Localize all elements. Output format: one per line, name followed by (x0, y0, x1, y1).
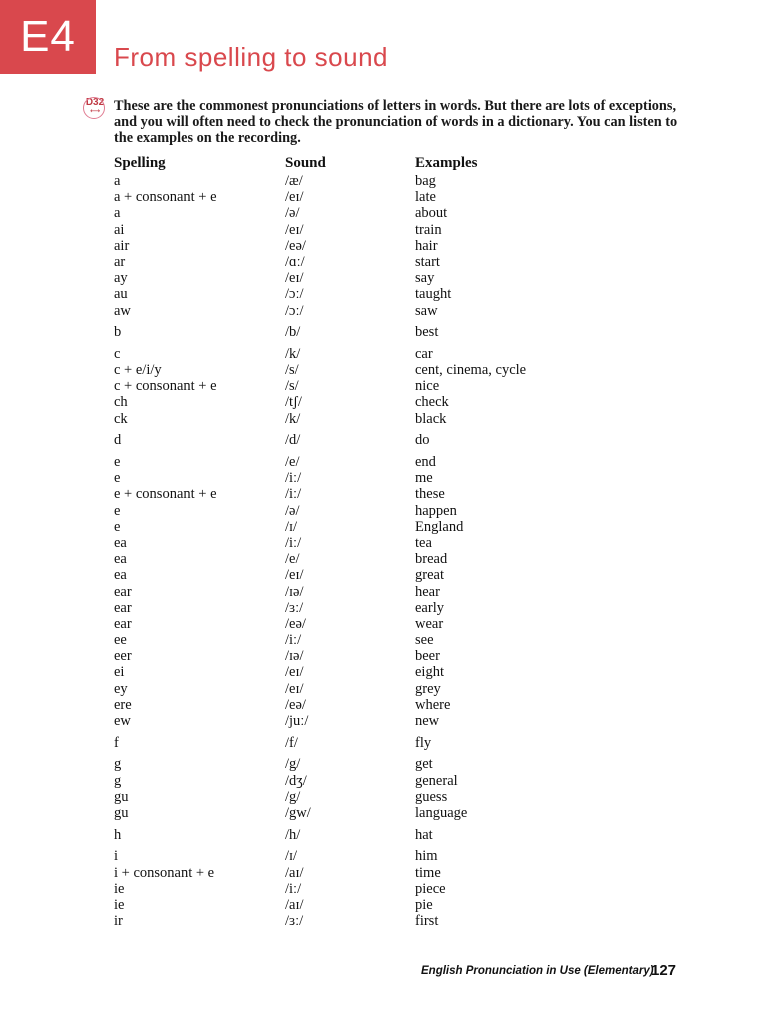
spelling-cell: e + consonant + e (114, 486, 217, 503)
example-cell: black (415, 410, 447, 427)
example-cell: these (415, 486, 445, 503)
sound-cell: /eə/ (285, 615, 306, 632)
spelling-cell: ar (114, 253, 126, 270)
sound-cell: /k/ (285, 410, 301, 427)
spelling-cell: eer (114, 648, 132, 665)
sound-cell: /ɑː/ (285, 253, 305, 270)
sound-cell: /f/ (285, 734, 298, 751)
spelling-cell: ear (114, 583, 132, 600)
example-cell: bag (415, 173, 436, 189)
example-cell: tea (415, 534, 432, 551)
spelling-cell: ere (114, 696, 132, 713)
table-row (0, 789, 768, 805)
sound-cell: /iː/ (285, 632, 302, 649)
example-cell: see (415, 632, 434, 649)
example-cell: pie (415, 896, 433, 913)
example-cell: piece (415, 880, 446, 897)
sound-cell: /e/ (285, 454, 300, 470)
example-cell: start (415, 253, 440, 270)
table-row (0, 616, 768, 632)
example-cell: hair (415, 237, 438, 254)
table-row (0, 535, 768, 551)
example-cell: car (415, 345, 433, 362)
table-row (0, 394, 768, 410)
sound-cell: /e/ (285, 551, 300, 568)
example-cell: me (415, 470, 433, 487)
header-spelling: Spelling (114, 155, 166, 171)
spelling-cell: e (114, 518, 121, 535)
spelling-cell: ay (114, 270, 128, 287)
example-cell: bread (415, 551, 448, 568)
example-cell: cent, cinema, cycle (415, 362, 527, 379)
sound-cell: /æ/ (285, 173, 303, 189)
table-row (0, 238, 768, 254)
spelling-cell: i + consonant + e (114, 864, 215, 881)
spelling-cell: g (114, 772, 122, 789)
sound-cell: /g/ (285, 756, 301, 773)
spelling-cell: ch (114, 394, 128, 411)
sound-cell: /ɔː/ (285, 302, 304, 319)
sound-cell: /eə/ (285, 696, 306, 713)
spelling-cell: ew (114, 713, 131, 729)
table-row (0, 913, 768, 929)
sound-cell: /ɪə/ (285, 583, 304, 600)
sound-cell: /ɔː/ (285, 286, 304, 303)
table-row (0, 756, 768, 772)
example-cell: eight (415, 664, 444, 681)
example-cell: saw (415, 302, 438, 319)
sound-cell: /h/ (285, 826, 301, 843)
table-row (0, 303, 768, 319)
spelling-cell: i (114, 848, 119, 865)
sound-cell: /s/ (285, 378, 299, 395)
example-cell: end (415, 454, 436, 470)
example-cell: beer (415, 648, 440, 665)
spelling-cell: d (114, 432, 122, 449)
table-row (0, 346, 768, 362)
example-cell: hat (415, 826, 433, 843)
table-row (0, 432, 768, 448)
spelling-cell: ir (114, 913, 123, 930)
example-cell: England (415, 518, 464, 535)
sound-cell: /k/ (285, 345, 301, 362)
example-cell: grey (415, 680, 441, 697)
example-cell: guess (415, 788, 448, 805)
example-cell: great (415, 567, 444, 584)
sound-cell: /eɪ/ (285, 270, 304, 287)
header-examples: Examples (415, 155, 478, 171)
spelling-cell: c (114, 345, 121, 362)
spelling-cell: ai (114, 221, 125, 238)
track-code: D32 (85, 97, 105, 108)
table-row (0, 881, 768, 897)
table-row (0, 735, 768, 751)
spelling-cell: ck (114, 410, 128, 427)
table-row (0, 551, 768, 567)
cd-track-marker (80, 97, 110, 121)
example-cell: him (415, 848, 438, 865)
table-row (0, 584, 768, 600)
example-cell: check (415, 394, 449, 411)
table-row (0, 865, 768, 881)
sound-cell: /iː/ (285, 880, 302, 897)
intro-paragraph: These are the commonest pronunciations of letters in words. But there are lots of exceptions, and you will often need to check the pronunciation of words in a dictionary. You can listen to the examples on the recording. (114, 98, 678, 146)
example-cell: happen (415, 502, 457, 519)
sound-cell: /juː/ (285, 713, 309, 729)
example-cell: taught (415, 286, 452, 303)
sound-cell: /eɪ/ (285, 680, 304, 697)
spelling-cell: aw (114, 302, 131, 319)
table-row (0, 632, 768, 648)
table-row (0, 205, 768, 221)
sound-cell: /ɪə/ (285, 648, 304, 665)
spelling-cell: h (114, 826, 122, 843)
page-number: 127 (651, 962, 677, 979)
cd-icon (83, 97, 105, 119)
page-title: From spelling to sound (114, 42, 389, 72)
sound-cell: /eɪ/ (285, 567, 304, 584)
example-cell: language (415, 804, 468, 821)
table-row (0, 897, 768, 913)
spelling-cell: e (114, 454, 121, 470)
example-cell: general (415, 772, 458, 789)
table-row (0, 324, 768, 340)
sound-cell: /ɪ/ (285, 848, 298, 865)
example-cell: fly (415, 734, 432, 751)
spelling-cell: e (114, 470, 121, 487)
table-row (0, 222, 768, 238)
example-cell: wear (415, 615, 444, 632)
sound-cell: /b/ (285, 324, 301, 341)
table-row (0, 378, 768, 394)
example-cell: late (415, 189, 436, 206)
sound-cell: /aɪ/ (285, 864, 304, 881)
example-cell: time (415, 864, 441, 881)
table-row (0, 773, 768, 789)
spelling-cell: c + e/i/y (114, 362, 162, 379)
table-row (0, 805, 768, 821)
table-row (0, 286, 768, 302)
example-cell: get (415, 756, 433, 773)
table-row (0, 411, 768, 427)
example-cell: new (415, 713, 440, 729)
table-row (0, 486, 768, 502)
table-row (0, 648, 768, 664)
table-row (0, 189, 768, 205)
spelling-cell: ie (114, 880, 125, 897)
sound-cell: /ɜː/ (285, 599, 304, 616)
table-row (0, 270, 768, 286)
spelling-cell: ey (114, 680, 128, 697)
book-title: English Pronunciation in Use (Elementary) (421, 965, 654, 977)
unit-badge: E4 (0, 0, 96, 74)
spelling-cell: gu (114, 804, 129, 821)
header-sound: Sound (285, 155, 326, 171)
example-cell: where (415, 696, 451, 713)
spelling-cell: ea (114, 567, 127, 584)
spelling-cell: ear (114, 615, 132, 632)
example-cell: about (415, 205, 448, 222)
table-row (0, 470, 768, 486)
spelling-cell: ei (114, 664, 125, 681)
table-row (0, 567, 768, 583)
example-cell: first (415, 913, 439, 930)
sound-cell: /eɪ/ (285, 664, 304, 681)
cd-symbol: ⟷ (89, 108, 101, 115)
sound-cell: /ə/ (285, 502, 300, 519)
spelling-cell: f (114, 734, 119, 751)
spelling-table (0, 173, 768, 929)
table-row (0, 503, 768, 519)
spelling-cell: a (114, 173, 121, 189)
spelling-cell: gu (114, 788, 129, 805)
spelling-cell: e (114, 502, 121, 519)
sound-cell: /g/ (285, 788, 301, 805)
table-row (0, 362, 768, 378)
spelling-cell: ear (114, 599, 132, 616)
example-cell: say (415, 270, 435, 287)
spelling-cell: ee (114, 632, 127, 649)
spelling-cell: ie (114, 896, 125, 913)
sound-cell: /d/ (285, 432, 301, 449)
spelling-cell: g (114, 756, 122, 773)
table-row (0, 848, 768, 864)
spelling-cell: b (114, 324, 122, 341)
example-cell: do (415, 432, 430, 449)
sound-cell: /ə/ (285, 205, 300, 222)
sound-cell: /iː/ (285, 470, 302, 487)
spelling-cell: au (114, 286, 128, 303)
sound-cell: /iː/ (285, 486, 302, 503)
example-cell: hear (415, 583, 440, 600)
spelling-cell: air (114, 237, 130, 254)
spelling-cell: a (114, 205, 121, 222)
sound-cell: /iː/ (285, 534, 302, 551)
table-row (0, 519, 768, 535)
sound-cell: /eɪ/ (285, 221, 304, 238)
table-row (0, 454, 768, 470)
table-row (0, 600, 768, 616)
spelling-cell: ea (114, 534, 127, 551)
table-row (0, 254, 768, 270)
table-row (0, 713, 768, 729)
sound-cell: /tʃ/ (285, 394, 302, 411)
table-header (0, 155, 768, 173)
spelling-cell: c + consonant + e (114, 378, 217, 395)
sound-cell: /aɪ/ (285, 896, 304, 913)
table-row (0, 827, 768, 843)
table-row (0, 664, 768, 680)
example-cell: early (415, 599, 444, 616)
sound-cell: /ɪ/ (285, 518, 298, 535)
sound-cell: /dʒ/ (285, 772, 307, 789)
table-row (0, 697, 768, 713)
example-cell: train (415, 221, 442, 238)
spelling-cell: a + consonant + e (114, 189, 217, 206)
sound-cell: /ɜː/ (285, 913, 304, 930)
example-cell: best (415, 324, 439, 341)
example-cell: nice (415, 378, 440, 395)
spelling-cell: ea (114, 551, 127, 568)
sound-cell: /eə/ (285, 237, 306, 254)
sound-cell: /eɪ/ (285, 189, 304, 206)
table-row (0, 173, 768, 189)
sound-cell: /s/ (285, 362, 299, 379)
table-row (0, 681, 768, 697)
sound-cell: /gw/ (285, 804, 311, 821)
